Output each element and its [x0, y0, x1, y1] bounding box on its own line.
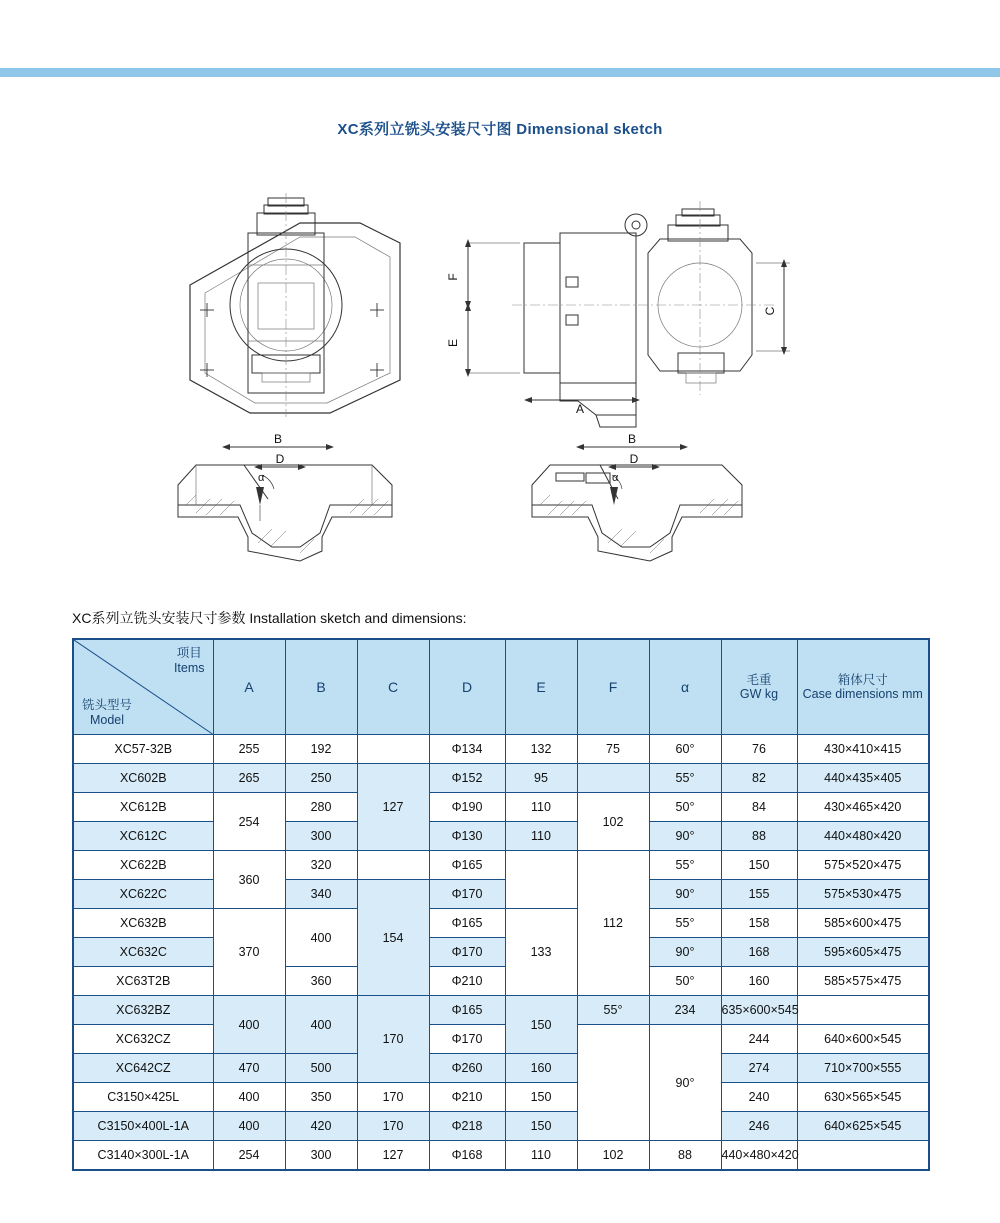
cell-A: 265 [213, 764, 285, 793]
cell-A: 254 [213, 793, 285, 851]
cell-alpha: 90° [649, 880, 721, 909]
cell-case: 635×600×545 [721, 996, 797, 1025]
col-header-D: D [429, 639, 505, 735]
cell-F: 102 [577, 793, 649, 851]
cell-B: 400 [285, 909, 357, 967]
cell-model: XC632C [73, 938, 213, 967]
table-row [73, 938, 929, 967]
cell-B: 420 [285, 1112, 357, 1141]
cell-E: 150 [505, 996, 577, 1054]
cell-B: 300 [285, 1141, 357, 1171]
cell-gw: 158 [721, 909, 797, 938]
cell-case: 430×465×420 [797, 793, 929, 822]
label-D-left: D [275, 452, 285, 466]
cell-B: 250 [285, 764, 357, 793]
label-E: E [446, 338, 460, 348]
cell-D: Φ170 [429, 938, 505, 967]
cell-gw: 88 [649, 1141, 721, 1171]
dimensions-table [72, 638, 930, 1171]
cell-A: 400 [213, 1112, 285, 1141]
cell-D: Φ168 [429, 1141, 505, 1171]
cell-D: Φ152 [429, 764, 505, 793]
cell-B: 400 [285, 996, 357, 1054]
label-alpha-right: α [612, 472, 619, 484]
cell-B: 192 [285, 735, 357, 764]
cell-gw: 76 [721, 735, 797, 764]
table-row [73, 1054, 929, 1083]
table-row [73, 764, 929, 793]
cell-B: 300 [285, 822, 357, 851]
cell-case: 585×575×475 [797, 967, 929, 996]
cell-C: 170 [357, 1112, 429, 1141]
dimensions-table-wrapper [72, 638, 928, 1171]
cell-alpha: 90° [649, 1025, 721, 1141]
cell-case: 640×600×545 [797, 1025, 929, 1054]
cell-case: 710×700×555 [797, 1054, 929, 1083]
cell-case: 440×480×420 [721, 1141, 797, 1171]
table-row [73, 1141, 929, 1171]
cell-model: XC602B [73, 764, 213, 793]
cell-C: 154 [357, 880, 429, 996]
label-B-right: B [627, 432, 637, 446]
cell-D: Φ165 [429, 996, 505, 1025]
cell-F: 75 [577, 735, 649, 764]
table-row [73, 822, 929, 851]
cell-gw: 150 [721, 851, 797, 880]
cell-alpha: 60° [649, 735, 721, 764]
cell-B: 340 [285, 880, 357, 909]
cell-case: 585×600×475 [797, 909, 929, 938]
label-B-left: B [273, 432, 283, 446]
cell-E: 110 [505, 793, 577, 822]
cell-C [357, 851, 429, 880]
table-row [73, 996, 929, 1025]
cell-case: 640×625×545 [797, 1112, 929, 1141]
table-row [73, 880, 929, 909]
cell-B: 500 [285, 1054, 357, 1083]
cell-B: 320 [285, 851, 357, 880]
label-A: A [575, 402, 585, 416]
cell-D: Φ210 [429, 967, 505, 996]
col-header-A: A [213, 639, 285, 735]
cell-A: 400 [213, 1083, 285, 1112]
cell-E: 133 [505, 909, 577, 996]
cell-gw: 274 [721, 1054, 797, 1083]
top-accent-bar [0, 68, 1000, 77]
col-header-alpha: α [649, 639, 721, 735]
cell-A: 470 [213, 1054, 285, 1083]
cell-A: 360 [213, 851, 285, 909]
cell-B: 360 [285, 967, 357, 996]
cell-C [357, 735, 429, 764]
table-row [73, 909, 929, 938]
cell-alpha: 55° [649, 764, 721, 793]
cell-alpha: 55° [649, 909, 721, 938]
cell-C: 170 [357, 996, 429, 1083]
cell-gw: 155 [721, 880, 797, 909]
cell-gw: 82 [721, 764, 797, 793]
cell-case: 595×605×475 [797, 938, 929, 967]
cell-alpha: 90° [649, 822, 721, 851]
cell-E: 132 [505, 735, 577, 764]
cell-case: 430×410×415 [797, 735, 929, 764]
cell-D: Φ165 [429, 909, 505, 938]
label-D-right: D [629, 452, 639, 466]
cell-C: 170 [357, 1083, 429, 1112]
cell-D: Φ190 [429, 793, 505, 822]
cell-F: 112 [577, 851, 649, 996]
cell-E: 150 [505, 1083, 577, 1112]
cell-case: 630×565×545 [797, 1083, 929, 1112]
table-row [73, 1083, 929, 1112]
cell-E: 110 [505, 1141, 577, 1171]
cell-gw: 88 [721, 822, 797, 851]
cell-model: XC632BZ [73, 996, 213, 1025]
cell-gw: 244 [721, 1025, 797, 1054]
table-row [73, 851, 929, 880]
corner-items-label: 项目 Items [173, 646, 205, 675]
cell-E: 160 [505, 1054, 577, 1083]
cell-B: 280 [285, 793, 357, 822]
cell-A: 370 [213, 909, 285, 996]
table-row [73, 1112, 929, 1141]
cell-gw: 234 [649, 996, 721, 1025]
cell-A: 400 [213, 996, 285, 1054]
col-header-E: E [505, 639, 577, 735]
label-alpha-left: α [258, 472, 265, 484]
cell-model: C3150×425L [73, 1083, 213, 1112]
cell-D: Φ170 [429, 880, 505, 909]
cell-E [505, 851, 577, 909]
cell-B: 350 [285, 1083, 357, 1112]
cell-F [577, 1025, 649, 1141]
drawing-bottom-left [178, 444, 392, 561]
cell-model: C3150×400L-1A [73, 1112, 213, 1141]
corner-model-label: 铣头型号 Model [82, 698, 133, 727]
cell-alpha: 50° [649, 967, 721, 996]
cell-model: XC642CZ [73, 1054, 213, 1083]
drawing-top-right [465, 201, 790, 427]
page-title: XC系列立铣头安装尺寸图 Dimensional sketch [337, 121, 663, 138]
cell-D: Φ218 [429, 1112, 505, 1141]
table-body [73, 735, 929, 1171]
cell-C: 127 [357, 1141, 429, 1171]
cell-alpha: 55° [577, 996, 649, 1025]
cell-D: Φ210 [429, 1083, 505, 1112]
table-row [73, 967, 929, 996]
cell-alpha: 90° [649, 938, 721, 967]
col-header-gw: 毛重 GW kg [721, 639, 797, 735]
section-subtitle: XC系列立铣头安装尺寸参数 Installation sketch and dimensions: [72, 610, 467, 626]
cell-gw: 246 [721, 1112, 797, 1141]
cell-model: XC632B [73, 909, 213, 938]
col-header-F: F [577, 639, 649, 735]
cell-case: 575×520×475 [797, 851, 929, 880]
cell-D: Φ130 [429, 822, 505, 851]
cell-F: 102 [577, 1141, 649, 1171]
cell-model: XC57-32B [73, 735, 213, 764]
table-corner-header [73, 639, 213, 735]
cell-E: 150 [505, 1112, 577, 1141]
cell-alpha: 55° [649, 851, 721, 880]
cell-D: Φ134 [429, 735, 505, 764]
table-row [73, 1025, 929, 1054]
cell-D: Φ260 [429, 1054, 505, 1083]
cell-A: 254 [213, 1141, 285, 1171]
cell-F [577, 764, 649, 793]
cell-gw: 160 [721, 967, 797, 996]
cell-gw: 168 [721, 938, 797, 967]
dimensional-sketch-figure [0, 165, 1000, 585]
cell-D: Φ165 [429, 851, 505, 880]
col-header-B: B [285, 639, 357, 735]
cell-gw: 240 [721, 1083, 797, 1112]
cell-model: XC612C [73, 822, 213, 851]
drawing-top-left [190, 193, 400, 417]
cell-case: 440×435×405 [797, 764, 929, 793]
label-C: C [763, 306, 777, 316]
cell-E: 95 [505, 764, 577, 793]
cell-model: XC622C [73, 880, 213, 909]
label-F: F [446, 273, 460, 281]
cell-model: XC632CZ [73, 1025, 213, 1054]
cell-gw: 84 [721, 793, 797, 822]
cell-model: XC622B [73, 851, 213, 880]
cell-model: C3140×300L-1A [73, 1141, 213, 1171]
cell-case: 575×530×475 [797, 880, 929, 909]
cell-model: XC63T2B [73, 967, 213, 996]
cell-model: XC612B [73, 793, 213, 822]
col-header-case: 箱体尺寸 Case dimensions mm [797, 639, 929, 735]
cell-A: 255 [213, 735, 285, 764]
cell-case: 440×480×420 [797, 822, 929, 851]
col-header-C: C [357, 639, 429, 735]
table-row [73, 735, 929, 764]
cell-E: 110 [505, 822, 577, 851]
table-row [73, 793, 929, 822]
cell-alpha: 50° [649, 793, 721, 822]
cell-D: Φ170 [429, 1025, 505, 1054]
cell-C: 127 [357, 764, 429, 851]
